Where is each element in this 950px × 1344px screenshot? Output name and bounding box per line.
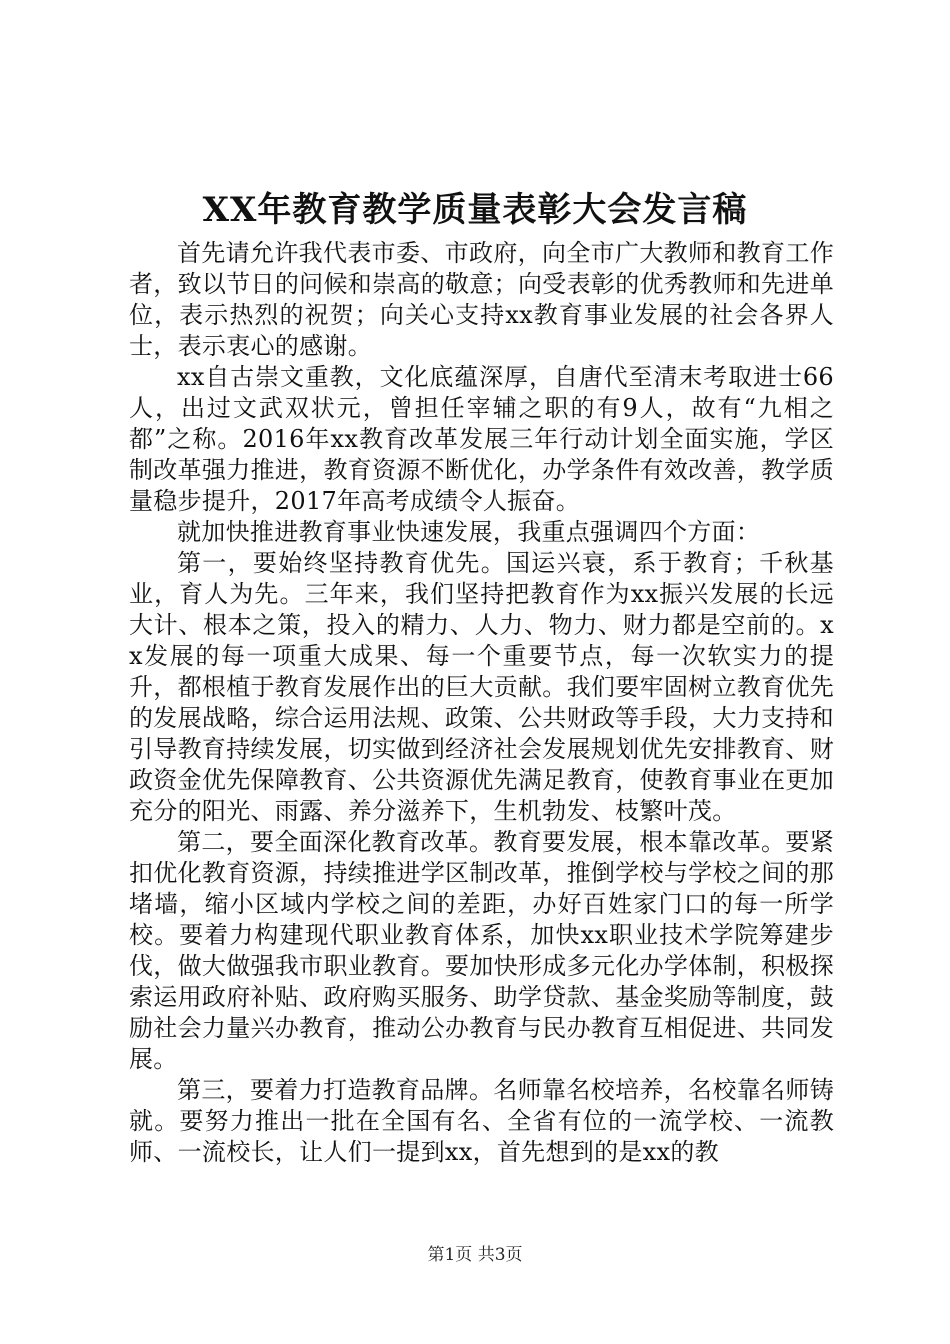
- paragraph-1: 首先请允许我代表市委、市政府，向全市广大教师和教育工作者，致以节日的问候和崇高的敬意；向受表彰的优秀教师和先进单位，表示热烈的祝贺；向关心支持xx教育事业发展的社会各界人士，表示衷心的感谢。: [129, 239, 834, 360]
- paragraph-2: xx自古崇文重教，文化底蕴深厚，自唐代至清末考取进士66人，出过文武双状元，曾担任宰辅之职的有9人，故有“九相之都”之称。2016年xx教育改革发展三年行动计划全面实施，学区制改革强力推进，教育资源不断优化，办学条件有效改善，教学质量稳步提升，2017年高考成绩令人振奋。: [129, 363, 834, 515]
- paragraph-6: 第三，要着力打造教育品牌。名师靠名校培养，名校靠名师铸就。要努力推出一批在全国有名、全省有位的一流学校、一流教师、一流校长，让人们一提到xx，首先想到的是xx的教: [129, 1076, 834, 1166]
- paragraph-4: 第一，要始终坚持教育优先。国运兴衰，系于教育；千秋基业，育人为先。三年来，我们坚持把教育作为xx振兴发展的长远大计、根本之策，投入的精力、人力、物力、财力都是空前的。xx发展的每一项重大成果、每一个重要节点，每一次软实力的提升，都根植于教育发展作出的巨大贡献。我们要牢固树立教育优先的发展战略，综合运用法规、政策、公共财政等手段，大力支持和引导教育持续发展，切实做到经济社会发展规划优先安排教育、财政资金优先保障教育、公共资源优先满足教育，使教育事业在更加充分的阳光、雨露、养分滋养下，生机勃发、枝繁叶茂。: [129, 549, 834, 825]
- document-title: XX年教育教学质量表彰大会发言稿: [202, 190, 748, 230]
- document-body: [129, 238, 834, 1168]
- page-number-footer: 第1页 共3页: [427, 1245, 523, 1265]
- paragraph-5: 第二，要全面深化教育改革。教育要发展，根本靠改革。要紧扣优化教育资源，持续推进学区制改革，推倒学校与学校之间的那堵墙，缩小区域内学校之间的差距，办好百姓家门口的每一所学校。要着力构建现代职业教育体系，加快xx职业技术学院筹建步伐，做大做强我市职业教育。要加快形成多元化办学体制，积极探索运用政府补贴、政府购买服务、助学贷款、基金奖励等制度，鼓励社会力量兴办教育，推动公办教育与民办教育互相促进、共同发展。: [129, 828, 834, 1073]
- paragraph-3: 就加快推进教育事业快速发展，我重点强调四个方面：: [177, 518, 761, 546]
